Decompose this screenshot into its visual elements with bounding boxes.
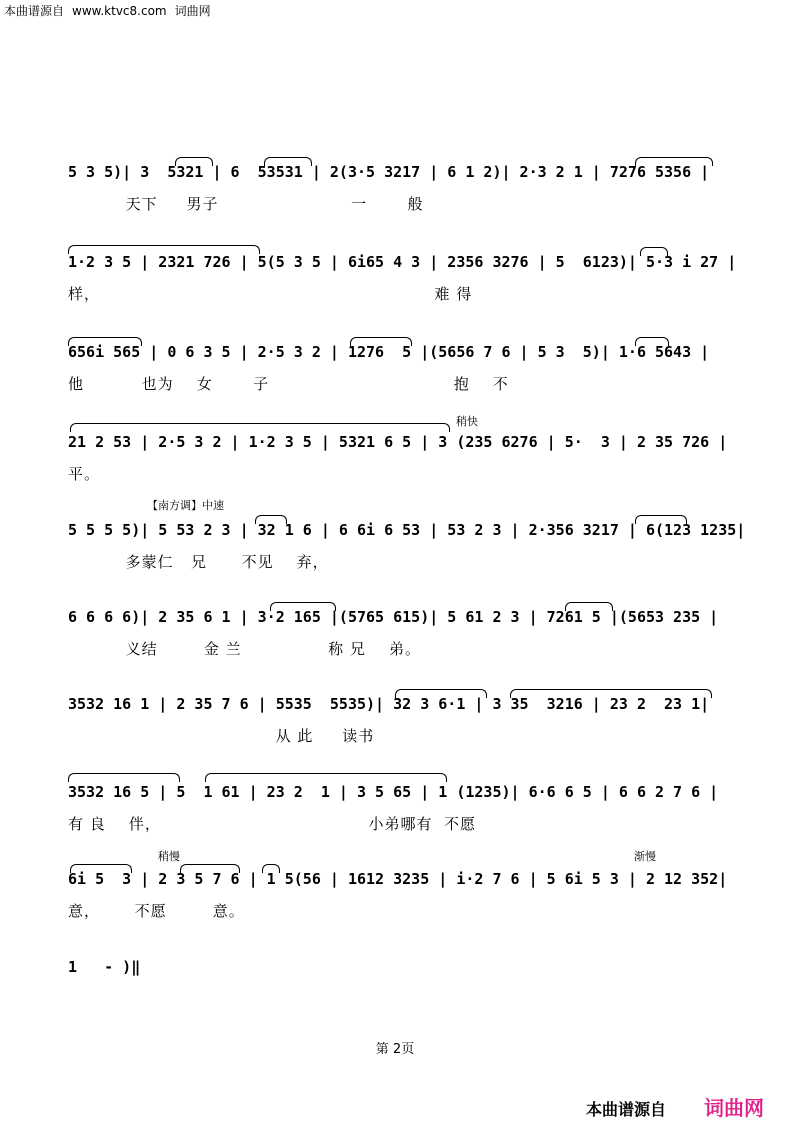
notation-line: 6 6 6 6)| 2 35 6 1 | 3·2 165 |(5765 615)| 5 61 2 3 | 7261 5 |(5653 235 | xyxy=(68,608,719,626)
slur-mark xyxy=(395,689,487,698)
tempo-mark: 【南方调】中速 xyxy=(147,499,224,512)
lyrics-line: 意， 不愿 意。 xyxy=(68,902,245,920)
notation-line: 5 3 5)| 3 5321 | 6 53531 | 2(3·5 3217 | 6 1 2)| 2·3 2 1 | 7276 5356 | xyxy=(68,163,710,181)
lyrics-line: 他 也为 女 子 抱 不 xyxy=(68,375,509,393)
score-line-3 xyxy=(0,343,790,433)
score-line-9 xyxy=(0,850,790,960)
score-line-10 xyxy=(0,958,790,1048)
slur-mark xyxy=(70,423,450,432)
tempo-mark: 稍慢 xyxy=(158,850,180,863)
notation-line: 1·2 3 5 | 2321 726 | 5(5 3 5 | 6i65 4 3 | 2356 3276 | 5 6123)| 5·3 i 27 | xyxy=(68,253,737,271)
lyrics-line: 有 良 伴， 小弟哪有 不愿 xyxy=(68,815,477,833)
slur-mark xyxy=(175,157,213,166)
page-header xyxy=(4,4,219,18)
slur-mark xyxy=(255,515,287,524)
lyrics-line: 多蒙仁 兄 不见 弃， xyxy=(68,553,329,571)
notation-line: 3532 16 5 | 5 1 61 | 23 2 1 | 3 5 65 | 1 (1235)| 6·6 6 5 | 6 6 2 7 6 | xyxy=(68,783,719,801)
notation-line: 5 5 5 5)| 5 53 2 3 | 32 1 6 | 6 6i 6 53 | 53 2 3 | 2·356 3217 | 6(123 1235| xyxy=(68,521,746,539)
lyrics-line: 平。 xyxy=(68,465,101,483)
score-line-4 xyxy=(0,415,790,523)
footer-logo[interactable]: 词曲网 xyxy=(700,1092,768,1121)
header-site-name: 本曲谱源自 xyxy=(4,4,65,18)
slur-mark xyxy=(510,689,712,698)
slur-mark xyxy=(640,247,668,256)
slur-mark xyxy=(180,864,240,873)
lyrics-line: 义结 金 兰 称 兄 弟。 xyxy=(68,640,421,658)
footer-source-label: 本曲谱源自 xyxy=(586,1100,667,1119)
score-line-7 xyxy=(0,695,790,785)
slur-mark xyxy=(68,337,142,346)
header-site-label: 词曲网 xyxy=(174,4,211,18)
slur-mark xyxy=(350,337,412,346)
notation-line: 3532 16 1 | 2 35 7 6 | 5535 5535)| 32 3 6·1 | 3 35 3216 | 23 2 23 1| xyxy=(68,695,710,713)
notation-line: 21 2 53 | 2·5 3 2 | 1·2 3 5 | 5321 6 5 | 3 (235 6276 | 5· 3 | 2 35 726 | xyxy=(68,433,728,451)
slur-mark xyxy=(70,864,132,873)
slur-mark xyxy=(565,602,613,611)
tempo-mark: 稍快 xyxy=(456,415,478,428)
slur-mark xyxy=(270,602,336,611)
lyrics-line: 从 此 读书 xyxy=(68,727,375,745)
notation-line: 6i 5 3 | 2 3 5 7 6 | 1 5(56 | 1612 3235 | i·2 7 6 | 5 6i 5 3 | 2 12 352| xyxy=(68,870,728,888)
slur-mark xyxy=(68,773,180,782)
header-url[interactable]: www.ktvc8.com xyxy=(72,4,167,18)
lyrics-line: 天下 男子 一 般 xyxy=(68,195,424,213)
notation-line: 1 - )‖ xyxy=(68,958,141,976)
tempo-mark: 渐慢 xyxy=(634,850,656,863)
score-line-2 xyxy=(0,253,790,343)
slur-mark xyxy=(205,773,447,782)
slur-mark xyxy=(264,157,312,166)
slur-mark xyxy=(68,245,260,254)
score-line-1 xyxy=(0,163,790,253)
score-line-6 xyxy=(0,608,790,698)
slur-mark xyxy=(635,515,687,524)
notation-line: 656i 565 | 0 6 3 5 | 2·5 3 2 | 1276 5 |(5656 7 6 | 5 3 5)| 1·6 5643 | xyxy=(68,343,710,361)
score-line-8 xyxy=(0,783,790,873)
slur-mark xyxy=(635,337,669,346)
lyrics-line: 样， 难 得 xyxy=(68,285,473,303)
slur-mark xyxy=(262,864,280,873)
score-line-5 xyxy=(0,499,790,611)
slur-mark xyxy=(635,157,713,166)
page-number: 第 2页 xyxy=(375,1042,415,1057)
